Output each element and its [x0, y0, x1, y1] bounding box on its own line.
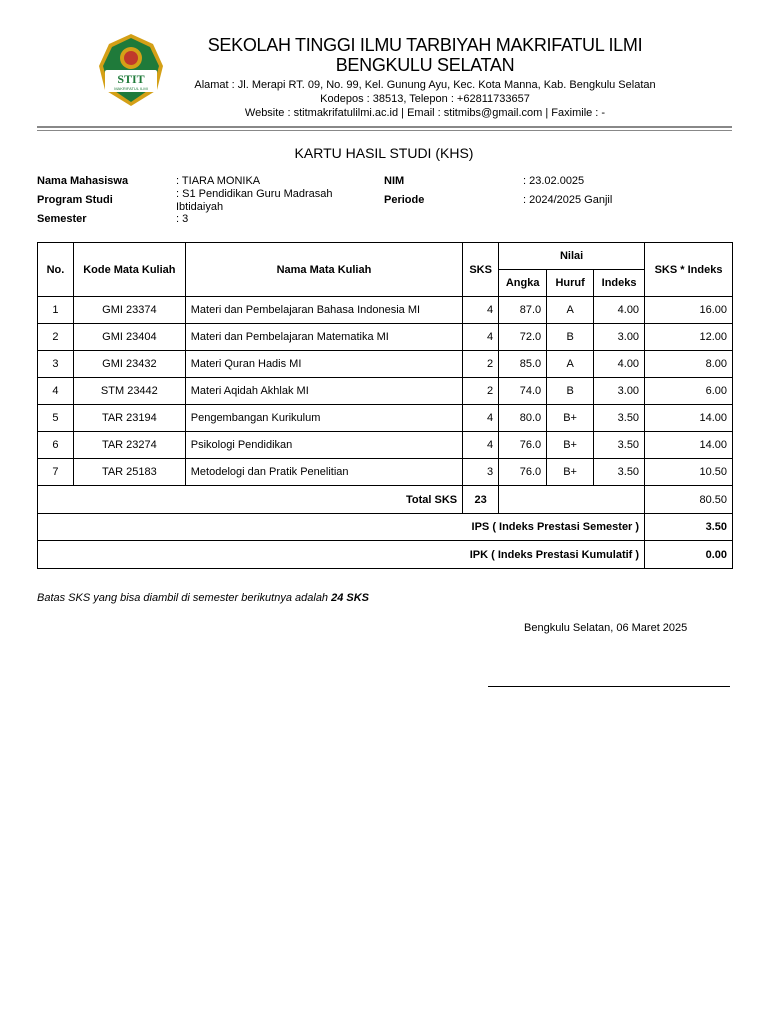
cell-total: 14.00	[645, 405, 733, 432]
cell-course: Metodelogi dan Pratik Penelitian	[185, 459, 462, 486]
cell-huruf: B+	[547, 405, 594, 432]
cell-angka: 80.0	[499, 405, 547, 432]
cell-course: Materi Quran Hadis MI	[185, 351, 462, 378]
period-value: : 2024/2025 Ganjil	[523, 194, 613, 206]
cell-code: GMI 23374	[73, 297, 185, 324]
cell-sks: 4	[463, 324, 499, 351]
signature-line	[488, 686, 730, 687]
cell-angka: 72.0	[499, 324, 547, 351]
cell-total: 10.50	[645, 459, 733, 486]
cell-indeks: 3.50	[594, 405, 645, 432]
header-huruf: Huruf	[547, 270, 594, 297]
table-row	[38, 351, 733, 378]
institution-name-line1: SEKOLAH TINGGI ILMU TARBIYAH MAKRIFATUL ILMI	[207, 35, 643, 55]
cell-total: 16.00	[645, 297, 733, 324]
grades-table	[37, 242, 733, 569]
name-label: Nama Mahasiswa	[37, 175, 129, 187]
cell-course: Materi dan Pembelajaran Bahasa Indonesia MI	[185, 297, 462, 324]
cell-no: 1	[38, 297, 74, 324]
cell-code: STM 23442	[73, 378, 185, 405]
table-row	[38, 432, 733, 459]
cell-course: Pengembangan Kurikulum	[185, 405, 462, 432]
cell-huruf: A	[547, 351, 594, 378]
ipk-row	[38, 541, 733, 569]
cell-total: 14.00	[645, 432, 733, 459]
cell-course: Materi dan Pembelajaran Matematika MI	[185, 324, 462, 351]
cell-angka: 74.0	[499, 378, 547, 405]
cell-angka: 76.0	[499, 459, 547, 486]
cell-no: 7	[38, 459, 74, 486]
cell-angka: 87.0	[499, 297, 547, 324]
cell-indeks: 3.00	[594, 378, 645, 405]
cell-no: 4	[38, 378, 74, 405]
cell-huruf: A	[547, 297, 594, 324]
cell-huruf: B+	[547, 459, 594, 486]
cell-course: Materi Aqidah Akhlak MI	[185, 378, 462, 405]
header-no: No.	[38, 243, 74, 297]
cell-code: TAR 23274	[73, 432, 185, 459]
semester-label: Semester	[37, 213, 87, 225]
header-rule-thin	[37, 130, 732, 131]
program-label: Program Studi	[37, 194, 113, 206]
logo-text: STIT	[117, 72, 145, 86]
cell-code: GMI 23404	[73, 324, 185, 351]
cell-indeks: 4.00	[594, 297, 645, 324]
sks-limit-note	[37, 592, 369, 604]
table-row	[38, 378, 733, 405]
institution-contact: Kodepos : 38513, Telepon : +62811733657	[320, 93, 530, 105]
institution-logo	[95, 32, 167, 108]
cell-no: 2	[38, 324, 74, 351]
total-sks-indeks-value: 80.50	[645, 486, 733, 514]
cell-course: Psikologi Pendidikan	[185, 432, 462, 459]
logo-subtext: MAKRIFATUL ILMI	[114, 86, 148, 91]
institution-web: Website : stitmakrifatulilmi.ac.id | Email : stitmibs@gmail.com | Faximile : -	[244, 107, 606, 119]
header-nilai: Nilai	[499, 243, 645, 270]
sks-limit-note-text: Batas SKS yang bisa diambil di semester berikutnya adalah	[37, 592, 332, 604]
cell-no: 5	[38, 405, 74, 432]
institution-name-line2: BENGKULU SELATAN	[335, 55, 515, 75]
program-value-line2: Ibtidaiyah	[176, 201, 224, 213]
header-course-code: Kode Mata Kuliah	[73, 243, 185, 297]
total-sks-label: Total SKS	[38, 486, 463, 514]
cell-indeks: 3.50	[594, 432, 645, 459]
sks-limit-value: 24 SKS	[331, 592, 370, 604]
table-row	[38, 405, 733, 432]
cell-sks: 2	[463, 378, 499, 405]
cell-total: 6.00	[645, 378, 733, 405]
header-course-name: Nama Mata Kuliah	[185, 243, 462, 297]
institution-address: Alamat : Jl. Merapi RT. 09, No. 99, Kel. Gunung Ayu, Kec. Kota Manna, Kab. Bengkulu Selatan	[194, 79, 656, 91]
header-rule-thick	[37, 126, 732, 128]
cell-sks: 4	[463, 405, 499, 432]
cell-code: GMI 23432	[73, 351, 185, 378]
cell-code: TAR 25183	[73, 459, 185, 486]
cell-angka: 85.0	[499, 351, 547, 378]
ips-value: 3.50	[645, 514, 733, 541]
total-row	[38, 486, 733, 514]
program-value-line1: : S1 Pendidikan Guru Madrasah	[176, 188, 333, 200]
cell-indeks: 3.50	[594, 459, 645, 486]
cell-huruf: B	[547, 378, 594, 405]
cell-no: 3	[38, 351, 74, 378]
total-sks-value: 23	[463, 486, 499, 514]
cell-sks: 4	[463, 297, 499, 324]
table-row	[38, 297, 733, 324]
header-sks-indeks: SKS * Indeks	[645, 243, 733, 297]
name-value: : TIARA MONIKA	[176, 175, 261, 187]
cell-angka: 76.0	[499, 432, 547, 459]
cell-indeks: 4.00	[594, 351, 645, 378]
cell-huruf: B	[547, 324, 594, 351]
header-sks: SKS	[463, 243, 499, 297]
grade-rows	[38, 297, 733, 486]
cell-huruf: B+	[547, 432, 594, 459]
ipk-label: IPK ( Indeks Prestasi Kumulatif )	[38, 541, 645, 569]
header-angka: Angka	[499, 270, 547, 297]
period-label: Periode	[384, 194, 425, 206]
ips-label: IPS ( Indeks Prestasi Semester )	[38, 514, 645, 541]
cell-sks: 2	[463, 351, 499, 378]
ips-row	[38, 514, 733, 541]
semester-value: : 3	[176, 213, 189, 225]
document-title: KARTU HASIL STUDI (KHS)	[294, 145, 474, 161]
cell-no: 6	[38, 432, 74, 459]
cell-sks: 3	[463, 459, 499, 486]
cell-indeks: 3.00	[594, 324, 645, 351]
nim-value: : 23.02.0025	[523, 175, 585, 187]
cell-total: 12.00	[645, 324, 733, 351]
header-indeks: Indeks	[594, 270, 645, 297]
cell-code: TAR 23194	[73, 405, 185, 432]
table-row	[38, 459, 733, 486]
cell-total: 8.00	[645, 351, 733, 378]
cell-sks: 4	[463, 432, 499, 459]
place-date: Bengkulu Selatan, 06 Maret 2025	[524, 622, 688, 634]
ipk-value: 0.00	[645, 541, 733, 569]
nim-label: NIM	[384, 175, 405, 187]
total-empty-cell	[499, 486, 645, 514]
table-row	[38, 324, 733, 351]
